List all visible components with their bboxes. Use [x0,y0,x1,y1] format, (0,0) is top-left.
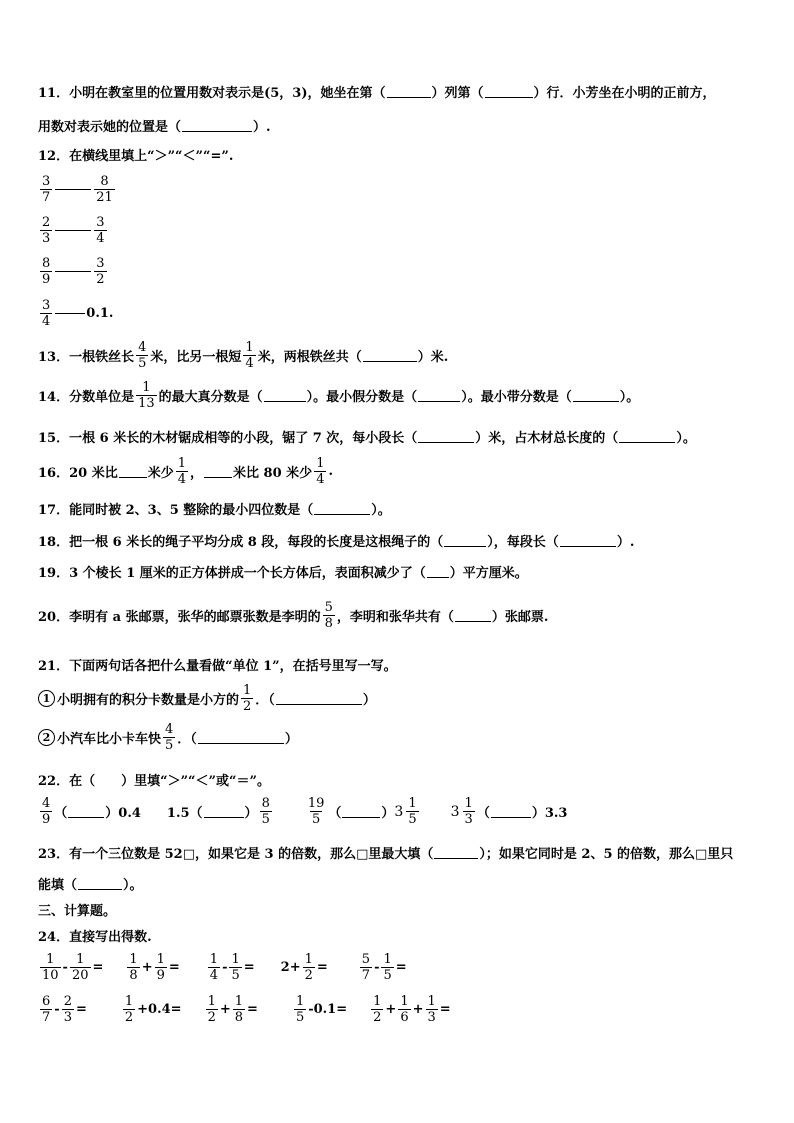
question-11-cont [38,116,271,135]
fraction: $\frac{6}{7}$ [42,994,51,1025]
fraction: $\frac{4}{9}$ [42,796,51,827]
q12-blank-1[interactable] [55,189,91,190]
q18-number: 18． [38,535,70,550]
fraction: $\frac{3}{7}$ [42,174,51,205]
q13-blank[interactable] [363,349,417,362]
q20-text: ，李明和张华共有（ [336,610,454,625]
q22-number: 22． [38,774,70,789]
equals: = [75,1002,87,1017]
operand: +0.4= [137,1002,182,1017]
q11-text: 用数对表示她的位置是（ [38,120,182,135]
q21-s1-text: 小明拥有的积分卡数量是小方的 [57,693,240,708]
q22-text: ） [381,806,395,821]
q11-blank-column[interactable] [387,85,431,98]
operator: + [412,1002,424,1017]
q15-blank-1[interactable] [418,430,474,443]
fraction: $\frac{3}{4}$ [96,215,105,246]
q17-text: ）。 [371,503,391,518]
fraction: $\frac{1}{2}$ [304,952,313,983]
mixed-number: 3 $\frac{1}{5}$ [394,796,417,827]
question-15 [38,427,696,446]
q22-items [38,796,567,827]
q21-blank-2[interactable] [198,731,284,744]
q16-text: 米少 [147,466,174,481]
fraction: $\frac{1}{5}$ [231,952,240,983]
q16-number: 16． [38,466,70,481]
q23-text: ）；如果它同时是 2、5 的倍数，那么□里只 [479,847,734,862]
equals: = [439,1002,451,1017]
q11-number: 11． [38,86,70,101]
q24-row-1 [38,952,407,983]
fraction: $\frac{1}{4}$ [316,456,325,487]
q22-text: 1.5（ [166,806,203,821]
fraction: $\frac{4}{5}$ [165,722,174,753]
q12-row-1 [38,174,117,205]
fraction: $\frac{1}{2}$ [243,683,252,714]
q12-blank-2[interactable] [55,230,91,231]
fraction: $\frac{1}{2}$ [124,994,134,1025]
equals: = [316,960,328,975]
operator: + [219,1002,231,1017]
fraction: $\frac{3}{4}$ [42,298,51,329]
q22-text: （ [476,806,490,821]
q22-blank-3[interactable] [342,805,380,818]
q13-text: 一根铁丝长 [69,350,135,365]
q23-text: 能填（ [38,878,78,893]
q13-text: 米，两根铁丝共（ [257,350,362,365]
q21-blank-1[interactable] [276,692,362,705]
q11-blank-row[interactable] [485,85,533,98]
fraction: $\frac{1}{13}$ [138,380,155,411]
fraction: $\frac{1}{6}$ [400,994,409,1025]
q12-row-4 [38,298,113,329]
q19-number: 19． [38,566,70,581]
q21-sub-1 [38,683,376,714]
q23-number: 23． [38,847,70,862]
fraction: $\frac{8}{5}$ [261,796,270,827]
fraction: $\frac{1}{9}$ [156,952,165,983]
question-19 [38,562,528,581]
q15-text: ）米，占木材总长度的（ [475,431,619,446]
equals: = [247,1002,258,1017]
q17-number: 17． [38,503,70,518]
question-17 [38,499,391,518]
q20-text: 李明有 a 张邮票，张华的邮票张数是李明的 [69,610,321,625]
operator: + [385,1002,397,1017]
q20-text: ）张邮票. [491,610,549,625]
section-3-heading [38,900,116,919]
q22-text: ）3.3 [531,806,568,821]
fraction: $\frac{1}{20}$ [71,952,89,983]
q14-blank-2[interactable] [418,389,460,402]
question-21 [38,655,397,674]
q15-text: 一根 6 米长的木材锯成相等的小段，锯了 7 次，每小段长（ [69,431,418,446]
q20-blank[interactable] [455,609,491,622]
question-22 [38,770,270,789]
q16-blank-1[interactable] [119,465,147,478]
question-24 [38,926,152,945]
q16-text: . [328,464,333,479]
q21-s2-text: ．（ [177,732,197,747]
q11-text: ）行．小芳坐在小明的正前方， [533,86,716,101]
equals: = [395,960,407,975]
q19-text: 3 个棱长 1 厘米的正方体拼成一个长方体后，表面积减少了（ [69,566,426,581]
circled-number: 2 [38,729,55,746]
q14-text: ）。 [619,390,640,405]
q23-blank-2[interactable] [78,877,122,890]
q13-text: ）米. [417,350,449,365]
q19-text: ）平方厘米。 [449,566,528,581]
q21-s2-text: 小汽车比小卡车快 [57,732,162,747]
mixed-number: 3 $\frac{1}{3}$ [450,796,473,827]
q12-row-3 [38,256,109,287]
q11-text: ）. [253,120,271,135]
operand: -0.1= [308,1002,348,1017]
fraction: $\frac{5}{7}$ [361,952,371,983]
q18-blank-2[interactable] [560,534,616,547]
question-12 [38,145,233,164]
fraction: $\frac{1}{2}$ [207,994,216,1025]
q15-text: ）。 [676,431,696,446]
operand: 2+ [280,960,301,975]
q22-text: （ [54,806,68,821]
fraction: $\frac{1}{5}$ [383,952,392,983]
q17-text: 能同时被 2、3、5 整除的最小四位数是（ [69,503,314,518]
q22-text: 在（ ）里填“＞”“＜”或“＝”。 [69,774,270,789]
q21-number: 21． [38,659,70,674]
fraction: $\frac{8}{21}$ [96,174,113,205]
operator: + [141,960,153,975]
question-20 [38,600,548,631]
fraction: $\frac{8}{9}$ [42,256,51,287]
q22-blank-4[interactable] [491,805,531,818]
question-23 [38,843,733,862]
q23-blank-1[interactable] [434,846,478,859]
equals: = [92,960,104,975]
q12-blank-3[interactable] [55,271,91,272]
q18-blank-1[interactable] [444,534,486,547]
q17-blank[interactable] [314,502,370,515]
circled-number: 1 [38,690,55,707]
q21-s1-text: ．（ [255,693,275,708]
fraction: $\frac{1}{10}$ [42,952,59,983]
q14-blank-3[interactable] [573,389,619,402]
q12-row-2 [38,215,109,246]
q16-text: ， [190,466,204,481]
q18-text: 把一根 6 米长的绳子平均分成 8 段，每段的长度是这根绳子的（ [69,535,444,550]
q24-row-2 [38,994,451,1025]
q16-text: 米比 80 米少 [233,466,313,481]
fraction: $\frac{2}{3}$ [63,994,72,1025]
q22-text: ）0.4 [105,806,141,821]
fraction: $\frac{1}{5}$ [295,994,305,1025]
q11-blank-pair[interactable] [182,119,252,132]
operator: - [54,1002,60,1017]
q22-text: （ [328,806,342,821]
q13-number: 13． [38,350,70,365]
section-title: 三、计算题。 [38,904,117,919]
q12-blank-4[interactable] [55,313,85,314]
operator: - [62,960,68,975]
q23-text: 有一个三位数是 52□，如果它是 3 的倍数，那么□里最大填（ [69,847,434,862]
q21-text: 下面两句话各把什么量看做“单位 1”，在括号里写一写。 [69,659,397,674]
question-16 [38,456,333,487]
question-18 [38,531,634,550]
q16-text: 20 米比 [69,466,118,481]
q14-text: 的最大真分数是（ [158,390,263,405]
q20-number: 20． [38,610,70,625]
q12-number: 12． [38,149,70,164]
q14-text: ）。最小假分数是（ [306,390,418,405]
fraction: $\frac{4}{5}$ [138,340,147,371]
fraction: $\frac{19}{5}$ [307,796,325,827]
question-13 [38,340,448,371]
q14-text: ）。最小带分数是（ [461,390,572,405]
q21-s1-text: ） [362,693,376,708]
q19-blank[interactable] [427,565,449,578]
q18-text: ），每段长（ [487,535,559,550]
q14-text: 分数单位是 [69,390,135,405]
q22-blank-2[interactable] [204,805,244,818]
q12-text: 在横线里填上“＞”“＜”“=”. [69,149,234,164]
equals: = [168,960,180,975]
fraction: $\frac{1}{8}$ [129,952,138,983]
q18-text: ）. [616,535,635,550]
fraction: $\frac{1}{8}$ [234,994,244,1025]
q21-s2-text: ） [284,732,298,747]
fraction: $\frac{2}{3}$ [42,215,51,246]
question-23-cont [38,874,143,893]
q15-number: 15． [38,431,70,446]
fraction: $\frac{3}{2}$ [96,256,105,287]
q22-blank-1[interactable] [68,805,104,818]
fraction: $\frac{1}{4}$ [245,340,254,371]
fraction: $\frac{1}{4}$ [177,456,187,487]
q11-text: ）列第（ [431,86,484,101]
question-11 [38,82,716,101]
q21-sub-2 [38,722,298,753]
equals: = [243,960,255,975]
q22-text: ） [244,806,258,821]
q13-text: 米，比另一根短 [150,350,242,365]
fraction: $\frac{1}{4}$ [209,952,219,983]
fraction: $\frac{1}{3}$ [427,994,436,1025]
fraction: $\frac{5}{8}$ [324,600,333,631]
operator: - [374,960,380,975]
q24-number: 24． [38,930,70,945]
q15-blank-2[interactable] [619,430,675,443]
q24-text: 直接写出得数. [69,930,152,945]
fraction: $\frac{1}{2}$ [373,994,382,1025]
q14-blank-1[interactable] [264,389,306,402]
q12-tail: 0.1. [86,306,114,321]
q14-number: 14． [38,390,70,405]
operator: - [222,960,228,975]
q11-text: 小明在教室里的位置用数对表示是(5，3)，她坐在第（ [69,86,386,101]
question-14 [38,380,639,411]
q23-text: ）。 [123,878,143,893]
q16-blank-2[interactable] [204,465,232,478]
